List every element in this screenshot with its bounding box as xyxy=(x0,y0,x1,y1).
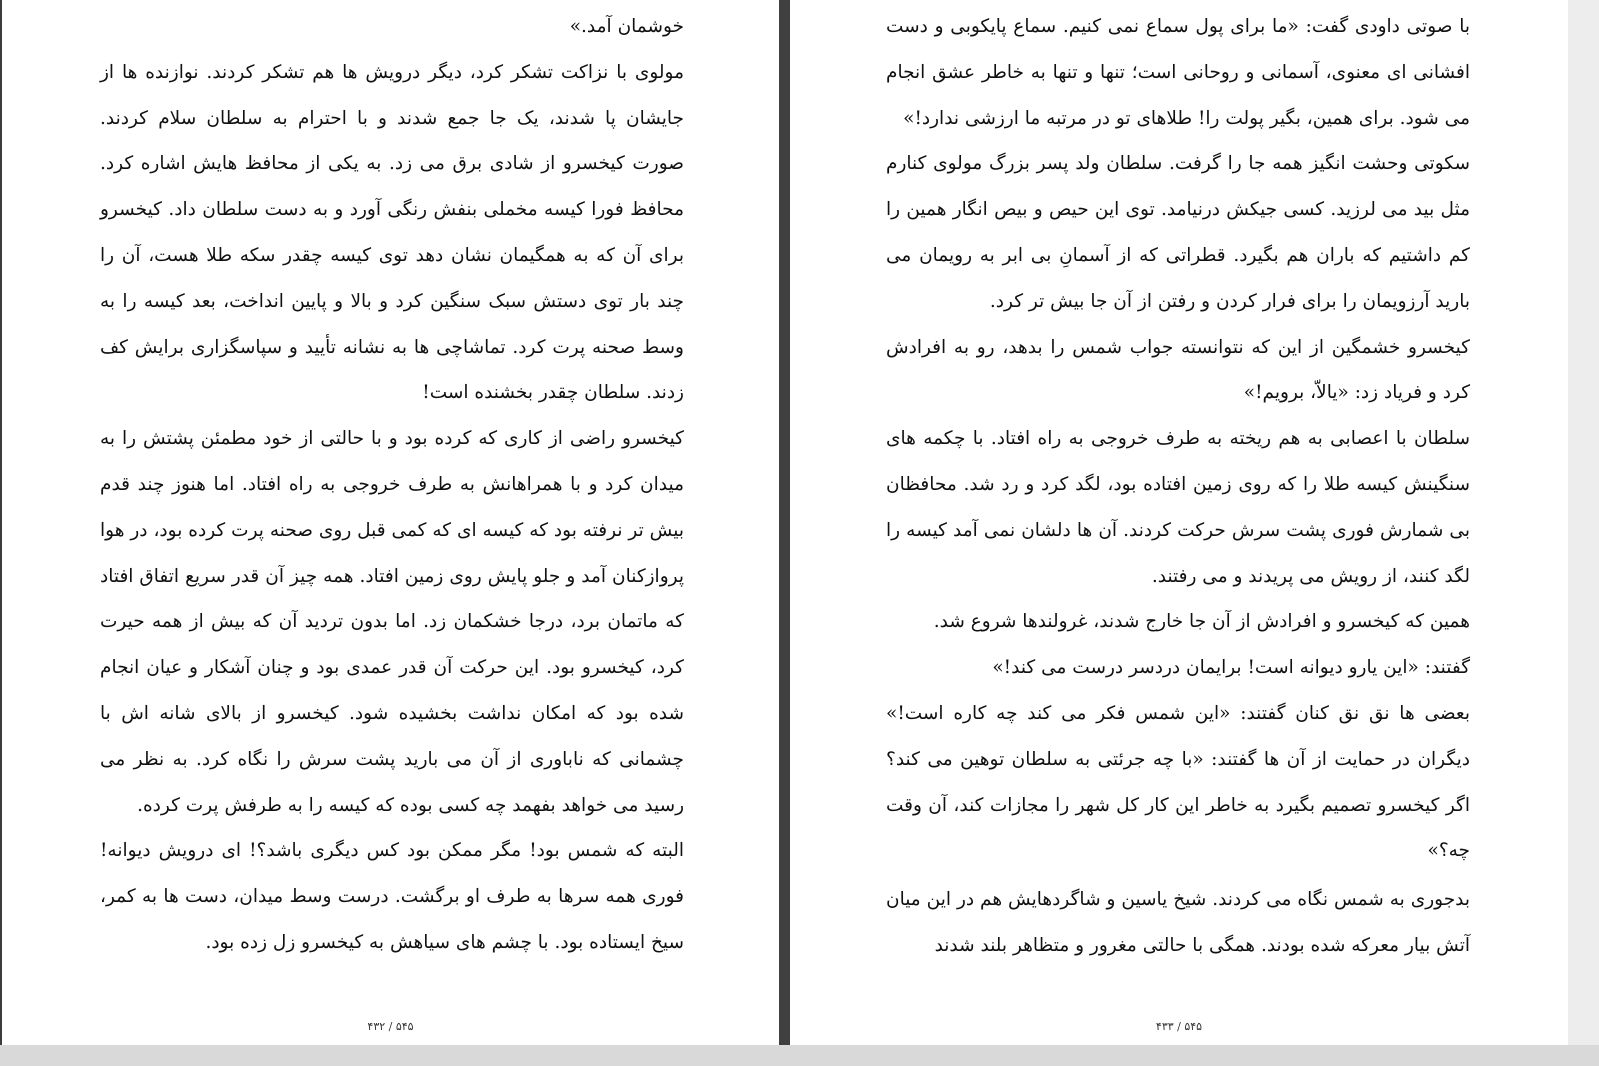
viewer-right-margin xyxy=(1568,0,1599,1066)
paragraph: سکوتی وحشت انگیز همه جا را گرفت. سلطان ولد پسر بزرگ مولوی کنارم مثل بید می لرزید. کسی جیکش درنیامد. توی این حیص و بیص انگار همین را کم داشتیم که باران هم بگیرد. قطراتی که از آسمانِ بی ابر به رویمان می بارید آرزویمان را برای فرار کردن و رفتن از آن جا بیش تر کرد. xyxy=(886,153,1470,312)
paragraph: البته که شمس بود! مگر ممکن بود کس دیگری باشد؟! ای درویش دیوانه! فوری همه سرها به طرف او برگشت. درست وسط میدان، دست ها به کمر، سیخ ایستاده بود. با چشم های سیاهش به کیخسرو زل زده بود. xyxy=(100,840,684,953)
left-page-text xyxy=(100,4,684,966)
viewer-bottom-margin xyxy=(0,1045,1599,1066)
paragraph: کیخسرو خشمگین از این که نتوانسته جواب شمس را بدهد، رو به افرادش کرد و فریاد زد: «یالاّ، برویم!» xyxy=(886,336,1470,404)
right-page-number: ۵۴۵ / ۴۳۳ xyxy=(1155,1020,1203,1033)
left-page-number: ۵۴۵ / ۴۳۲ xyxy=(367,1020,414,1033)
right-page xyxy=(790,0,1568,1045)
paragraph: بعضی ها نق نق کنان گفتند: «این شمس فکر می کند چه کاره است!» دیگران در حمایت از آن ها گفتند: «با چه جرئتی به سلطان توهین می کند؟ اگر کیخسرو تصمیم بگیرد به خاطر این کار کل شهر را مجازات کند، آن وقت چه؟» xyxy=(886,702,1470,862)
right-page-text xyxy=(886,4,1470,969)
paragraph: کیخسرو راضی از کاری که کرده بود و با حالتی از خود مطمئن پشتش را به میدان کرد و با همراهانش به طرف خروجی به راه افتاد. اما هنوز چند قدم بیش تر نرفته بود که کیسه ای که کمی قبل روی صحنه پرت کرده بود، در هوا پروازکنان آمد و جلو پایش روی زمین افتاد. همه چیز آن قدر سریع اتفاق افتاد که ماتمان برد، درجا خشکمان زد. اما بدون تردید آن که بیش از همه حیرت کرد، کیخسرو بود. این حرکت آن قدر عمدی بود و چنان آشکار و عیان انجام شده بود که امکان نداشت بخشیده شود. کیخسرو از بالای شانه اش با چشمانی که ناباوری از آن می بارید پشت سرش را نگاه کرد. به نظر می رسید می خواهد بفهمد چه کسی بوده که کیسه را به طرفش پرت کرده. xyxy=(100,428,684,816)
paragraph: بدجوری به شمس نگاه می کردند. شیخ یاسین و شاگردهایش هم در این میان آتش بیار معرکه شده بودند. همگی با حالتی مغرور و متظاهر بلند شدند xyxy=(886,889,1470,956)
paragraph: مولوی با نزاکت تشکر کرد، دیگر درویش ها هم تشکر کردند. نوازنده ها از جایشان پا شدند، یک جا جمع شدند و با احترام به سلطان سلام کردند. صورت کیخسرو از شادی برق می زد. به یکی از محافظ هایش اشاره کرد. محافظ فورا کیسه مخملی بنفش رنگی آورد و به دست سلطان داد. کیخسرو برای آن که به همگیمان نشان دهد توی کیسه چقدر سکه طلا هست، آن را چند بار توی دستش سبک سنگین کرد و بالا و پایین انداخت، بعد کیسه را به وسط صحنه پرت کرد. تماشاچی ها به نشانه تأیید و سپاسگزاری برایش کف زدند. سلطان چقدر بخشنده است! xyxy=(100,61,684,404)
paragraph: با صوتی داودی گفت: «ما برای پول سماع نمی کنیم. سماع پایکوبی و دست افشانی ای معنوی، آسمانی و روحانی است؛ تنها و تنها به خاطر عشق انجام می شود. برای همین، بگیر پولت را! طلاهای تو در مرتبه ما ارزشی ندارد!» xyxy=(886,16,1470,129)
left-page xyxy=(2,0,779,1045)
paragraph: خوشمان آمد.» xyxy=(569,16,684,37)
paragraph: سلطان با اعصابی به هم ریخته به طرف خروجی به راه افتاد. با چکمه های سنگینش کیسه طلا را که روی زمین افتاده بود، لگد کرد و رد شد. محافظان بی شمارش فوری پشت سرش حرکت کردند. آن ها دلشان نمی آمد کیسه را لگد کنند، از رویش می پریدند و می رفتند. xyxy=(886,428,1470,587)
paragraph: همین که کیخسرو و افرادش از آن جا خارج شدند، غرولندها شروع شد. xyxy=(933,611,1470,633)
paragraph: گفتند: «این یارو دیوانه است! برایمان دردسر درست می کند!» xyxy=(992,657,1470,679)
page-gutter xyxy=(779,0,790,1045)
